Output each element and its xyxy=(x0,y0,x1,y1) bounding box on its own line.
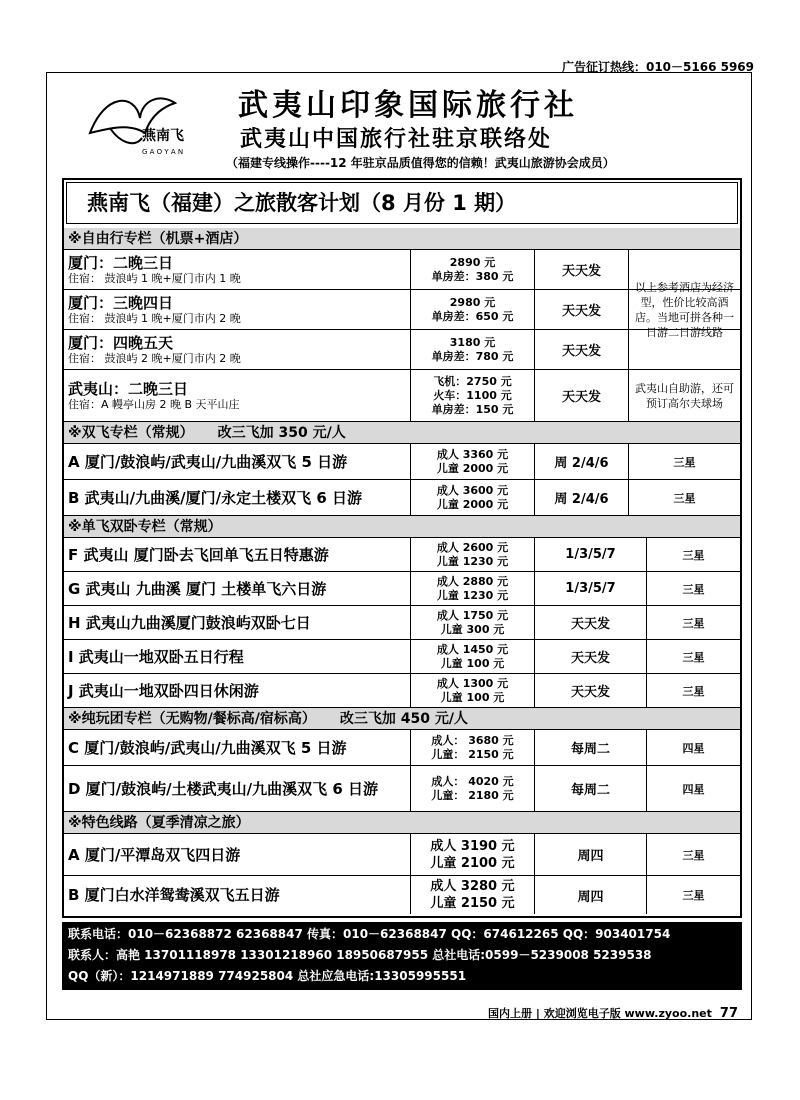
child-price: 儿童 2100 元 xyxy=(430,855,515,871)
route-lodging: 住宿： 鼓浪屿 1 晚+厦门市内 2 晚 xyxy=(68,311,241,325)
departure: 周 2/4/6 xyxy=(554,456,609,471)
price: 2980 元 xyxy=(449,295,496,309)
child-price: 儿童 1230 元 xyxy=(436,554,509,568)
child-price: 儿童 300 元 xyxy=(440,622,505,636)
price: 单房差：780 元 xyxy=(431,349,514,363)
tagline: （福建专线操作----12 年驻京品质值得您的信赖！武夷山旅游协会成员） xyxy=(226,156,615,170)
section-surcharge: 改三飞加 450 元/人 xyxy=(339,711,468,727)
departure: 每周二 xyxy=(570,742,610,757)
child-price: 儿童 2150 元 xyxy=(430,896,515,911)
section-single-flight: ※单飞双卧专栏（常规） xyxy=(64,516,740,538)
child-price: 儿童： 2180 元 xyxy=(431,788,514,802)
price: 单房差：380 元 xyxy=(431,269,514,283)
route-name: C 厦门/鼓浪屿/武夷山/九曲溪双飞 5 日游 xyxy=(68,738,347,757)
hotel-star: 三星 xyxy=(673,455,696,469)
logo-subtext: G A O Y A N xyxy=(142,148,184,156)
adult-price: 成人 3360 元 xyxy=(436,447,509,461)
route-name: B 武夷山/九曲溪/厦门/永定土楼双飞 6 日游 xyxy=(68,488,362,507)
departure: 天天发 xyxy=(561,264,601,279)
logo xyxy=(80,88,210,158)
route-lodging: 住宿： 鼓浪屿 2 晚+厦门市内 2 晚 xyxy=(68,351,241,365)
hotel-star: 三星 xyxy=(682,684,705,698)
table-row xyxy=(64,876,740,914)
route-name: A 厦门/平潭岛双飞四日游 xyxy=(68,845,241,864)
route-name: 厦门：四晚五天 xyxy=(68,333,174,352)
adult-price: 成人： 4020 元 xyxy=(431,774,514,788)
route-lodging: 住宿：A 幔亭山房 2 晚 B 天平山庄 xyxy=(68,397,240,411)
table-row xyxy=(64,444,740,480)
route-name: 武夷山：二晚三日 xyxy=(68,379,189,398)
departure: 周 2/4/6 xyxy=(554,492,609,507)
swallow-logo-icon xyxy=(80,88,210,158)
adult-price: 成人 1750 元 xyxy=(436,608,509,622)
hotel-star: 三星 xyxy=(682,889,705,902)
contact-line-phone: 联系电话：010－62368872 62368847 传真：010－62368847 QQ：674612265 QQ：903401754 xyxy=(68,927,671,941)
table-row xyxy=(64,538,740,572)
table-row xyxy=(64,370,740,422)
section-label: ※双飞专栏（常规） xyxy=(68,425,194,441)
departure: 周四 xyxy=(577,849,604,864)
route-name: G 武夷山 九曲溪 厦门 土楼单飞六日游 xyxy=(68,579,327,598)
table-row xyxy=(64,606,740,640)
hotel-star: 四星 xyxy=(682,782,705,796)
adult-price: 成人 3280 元 xyxy=(430,879,515,894)
price: 火车：1100 元 xyxy=(433,388,512,402)
hotel-star: 三星 xyxy=(673,491,696,505)
contact-line-qq: QQ（新）：1214971889 774925804 总社应急电话:13305995551 xyxy=(68,969,467,983)
child-price: 儿童 2000 元 xyxy=(436,461,509,475)
hotel-star: 三星 xyxy=(682,548,705,562)
table-row xyxy=(64,834,740,876)
price: 3180 元 xyxy=(449,335,496,349)
route-name: 厦门：二晚三日 xyxy=(68,253,174,272)
adult-price: 成人 1300 元 xyxy=(436,676,509,690)
departure: 1/3/5/7 xyxy=(565,547,616,562)
adult-price: 成人 3600 元 xyxy=(436,483,509,497)
departure: 天天发 xyxy=(561,390,601,405)
hotel-star: 四星 xyxy=(682,741,705,755)
hotel-star: 三星 xyxy=(682,616,705,630)
route-name: A 厦门/鼓浪屿/武夷山/九曲溪双飞 5 日游 xyxy=(68,452,348,471)
ad-hotline: 广告征订热线：010－5166 5969 xyxy=(561,60,754,74)
hotel-note-cell xyxy=(628,250,740,370)
child-price: 儿童 1230 元 xyxy=(436,588,509,602)
table-row xyxy=(64,766,740,812)
table-row xyxy=(64,730,740,766)
section-double-flight xyxy=(64,422,740,444)
route-name: D 厦门/鼓浪屿/土楼武夷山/九曲溪双飞 6 日游 xyxy=(68,779,378,798)
section-surcharge: 改三飞加 350 元/人 xyxy=(217,425,346,441)
route-name: 厦门：三晚四日 xyxy=(68,293,174,312)
departure: 天天发 xyxy=(570,651,610,666)
route-name: H 武夷山九曲溪厦门鼓浪屿双卧七日 xyxy=(68,613,311,632)
office-name: 武夷山中国旅行社驻京联络处 xyxy=(240,127,553,152)
page-footer xyxy=(488,1005,738,1021)
price: 单房差：150 元 xyxy=(431,402,514,416)
departure: 天天发 xyxy=(561,344,601,359)
route-name: B 厦门白水洋鸳鸯溪双飞五日游 xyxy=(68,886,280,904)
price: 单房差：650 元 xyxy=(431,309,514,323)
agency-name: 武夷山印象国际旅行社 xyxy=(238,88,578,123)
route-name: I 武夷山一地双卧五日行程 xyxy=(68,647,244,666)
departure: 天天发 xyxy=(561,304,601,319)
route-name: F 武夷山 厦门卧去飞回单飞五日特惠游 xyxy=(68,545,329,564)
plan-title: 燕南飞（福建）之旅散客计划（8 月份 1 期） xyxy=(66,182,738,224)
page-number: 77 xyxy=(719,1006,738,1021)
adult-price: 成人 2600 元 xyxy=(436,540,509,554)
route-note: 武夷山自助游，还可预订高尔夫球场 xyxy=(635,381,734,410)
route-lodging: 住宿： 鼓浪屿 1 晚+厦门市内 1 晚 xyxy=(68,271,241,285)
footer-text: 国内上册 | 欢迎浏览电子版 www.zyoo.net xyxy=(488,1007,712,1020)
section-special-routes: ※特色线路（夏季清凉之旅） xyxy=(64,812,740,834)
table-row xyxy=(64,640,740,674)
departure: 周四 xyxy=(577,889,604,905)
logo-text: 燕南飞 xyxy=(142,128,184,144)
departure: 1/3/5/7 xyxy=(565,581,616,596)
departure: 天天发 xyxy=(570,617,610,632)
section-label: ※纯玩团专栏（无购物/餐标高/宿标高） xyxy=(68,711,316,727)
price: 飞机：2750 元 xyxy=(433,374,512,388)
table-row xyxy=(64,480,740,516)
section-pure-tour xyxy=(64,708,740,730)
hotel-note: 以上参考酒店为经济型，性价比较高酒店。当地可拼各种一日游二日游线路 xyxy=(635,281,734,339)
adult-price: 成人 1450 元 xyxy=(436,642,509,656)
adult-price: 成人 2880 元 xyxy=(436,574,509,588)
route-name: J 武夷山一地双卧四日休闲游 xyxy=(68,681,259,700)
contact-line-person: 联系人：高艳 13701118978 13301218960 18950687955 总社电话:0599－5239008 5239538 xyxy=(68,948,652,962)
child-price: 儿童： 2150 元 xyxy=(431,747,514,761)
table-row xyxy=(64,674,740,708)
contact-bar xyxy=(62,922,742,990)
child-price: 儿童 2000 元 xyxy=(436,497,509,511)
adult-price: 成人： 3680 元 xyxy=(431,733,514,747)
table-row xyxy=(64,572,740,606)
adult-price: 成人 3190 元 xyxy=(430,838,515,854)
departure: 每周二 xyxy=(570,783,610,798)
hotel-star: 三星 xyxy=(682,650,705,664)
hotel-star: 三星 xyxy=(682,848,705,862)
price: 2890 元 xyxy=(449,255,496,269)
section-free-travel: ※自由行专栏（机票+酒店） xyxy=(64,228,740,250)
child-price: 儿童 100 元 xyxy=(440,690,505,704)
hotel-star: 三星 xyxy=(682,582,705,596)
child-price: 儿童 100 元 xyxy=(440,656,505,670)
departure: 天天发 xyxy=(570,685,610,700)
